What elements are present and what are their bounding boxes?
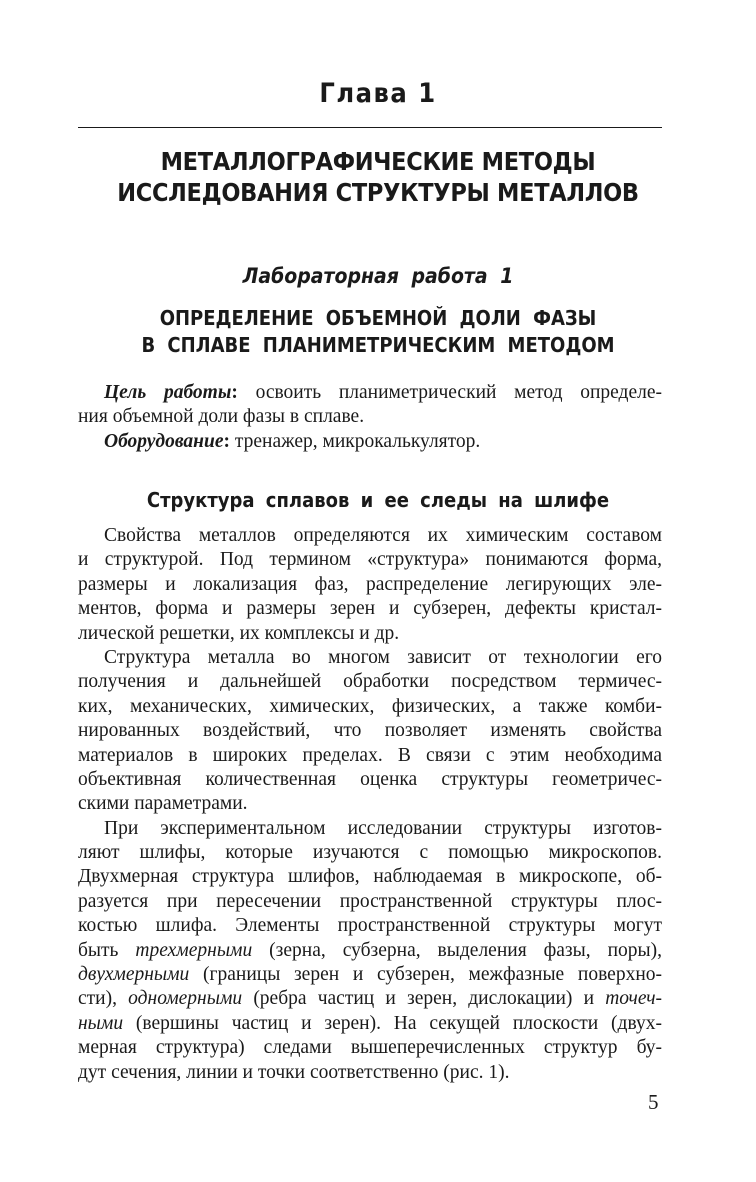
- goal-text: освоить планиметрический метод определе-: [237, 382, 662, 403]
- text-line: скими параметрами.: [78, 793, 248, 815]
- chapter-title: [0, 146, 756, 208]
- lab-title-line: В СПЛАВЕ ПЛАНИМЕТРИЧЕСКИМ МЕТОДОМ: [141, 333, 615, 357]
- text-run: (зерна, субзерна, выделения фазы, поры),: [252, 939, 662, 961]
- text-run: (вершины частиц и зерен). На секущей плоскости (двух-: [123, 1012, 662, 1034]
- text-line: Свойства металлов определяются их химическим составом: [104, 525, 662, 546]
- chapter-label: Глава 1: [319, 78, 437, 109]
- text-line: получения и дальнейшей обработки посредством термичес-: [78, 671, 662, 693]
- text-line: мерная структура) следами вышеперечисленных структур бу-: [78, 1037, 662, 1059]
- text-line: [78, 939, 662, 963]
- text-line: ляют шлифы, которые изучаются с помощью микроскопов.: [78, 842, 662, 864]
- goal-paragraph: [78, 381, 662, 430]
- section-heading: Структура сплавов и ее следы на шлифе: [146, 488, 610, 512]
- equipment-colon: :: [223, 431, 230, 452]
- lab-work-title: [0, 305, 756, 359]
- text-line: [78, 381, 662, 405]
- text-line: [78, 430, 662, 454]
- text-line: материалов в широких пределах. В связи с этим необходима: [78, 744, 662, 766]
- text-run: (границы зерен и субзерен, межфазные поверхно-: [189, 964, 662, 986]
- text-line: ния объемной доли фазы в сплаве.: [78, 406, 365, 428]
- text-line: дут сечения, линии и точки соответственно (рис. 1).: [78, 1061, 510, 1083]
- text-line: размеры и локализация фаз, распределение легирующих эле-: [78, 573, 662, 595]
- equipment-label: Оборудование: [104, 431, 224, 452]
- text-line: объективная количественная оценка структуры геометричес-: [78, 768, 662, 790]
- chapter-divider: [78, 127, 662, 128]
- text-line: ментов, форма и размеры зерен и субзерен, дефекты кристал-: [78, 598, 662, 620]
- text-line: [78, 1012, 662, 1036]
- lab-work-label: Лабораторная работа 1: [242, 264, 514, 288]
- paragraph-3: [78, 817, 662, 1085]
- text-line: нированных воздействий, что позволяет изменять свойства: [78, 720, 662, 742]
- text-line: Двухмерная структура шлифов, наблюдаемая в микроскопе, об-: [78, 866, 662, 888]
- italic-term: точеч-: [605, 988, 663, 1010]
- goal-label: Цель работы: [104, 382, 232, 403]
- text-run: сти),: [78, 988, 129, 1010]
- italic-term: двухмерными: [78, 964, 190, 986]
- text-line: [78, 963, 662, 987]
- text-line: Структура металла во многом зависит от технологии его: [104, 646, 662, 668]
- chapter-title-line: МЕТАЛЛОГРАФИЧЕСКИЕ МЕТОДЫ: [160, 147, 596, 176]
- chapter-title-line: ИССЛЕДОВАНИЯ СТРУКТУРЫ МЕТАЛЛОВ: [117, 178, 639, 207]
- goal-colon: :: [231, 382, 238, 403]
- text-line: [78, 987, 662, 1011]
- text-line: костью шлифа. Элементы пространственной структуры могут: [78, 915, 662, 937]
- text-line: лической решетки, их комплексы и др.: [78, 622, 400, 644]
- italic-term: одномерными: [128, 988, 243, 1010]
- text-line: ких, механических, химических, физических, а также комби-: [78, 695, 662, 717]
- text-run: быть: [78, 939, 136, 961]
- text-line: разуется при пересечении пространственной структуры плос-: [78, 890, 662, 912]
- text-line: При экспериментальном исследовании структуры изготов-: [104, 817, 662, 839]
- text-run: (ребра частиц и зерен, дислокации) и: [242, 988, 606, 1010]
- italic-term: трехмерными: [135, 939, 253, 961]
- equipment-text: тренажер, микрокалькулятор.: [229, 431, 481, 452]
- text-line: и структурой. Под термином «структура» понимаются форма,: [78, 549, 662, 571]
- paragraph-2: [78, 646, 662, 817]
- italic-term: ными: [78, 1012, 124, 1034]
- page-number: 5: [648, 1090, 659, 1114]
- paragraph-1: [78, 524, 662, 646]
- body-text: [78, 524, 662, 1085]
- equipment-paragraph: [78, 430, 662, 454]
- lab-title-line: ОПРЕДЕЛЕНИЕ ОБЪЕМНОЙ ДОЛИ ФАЗЫ: [159, 306, 597, 330]
